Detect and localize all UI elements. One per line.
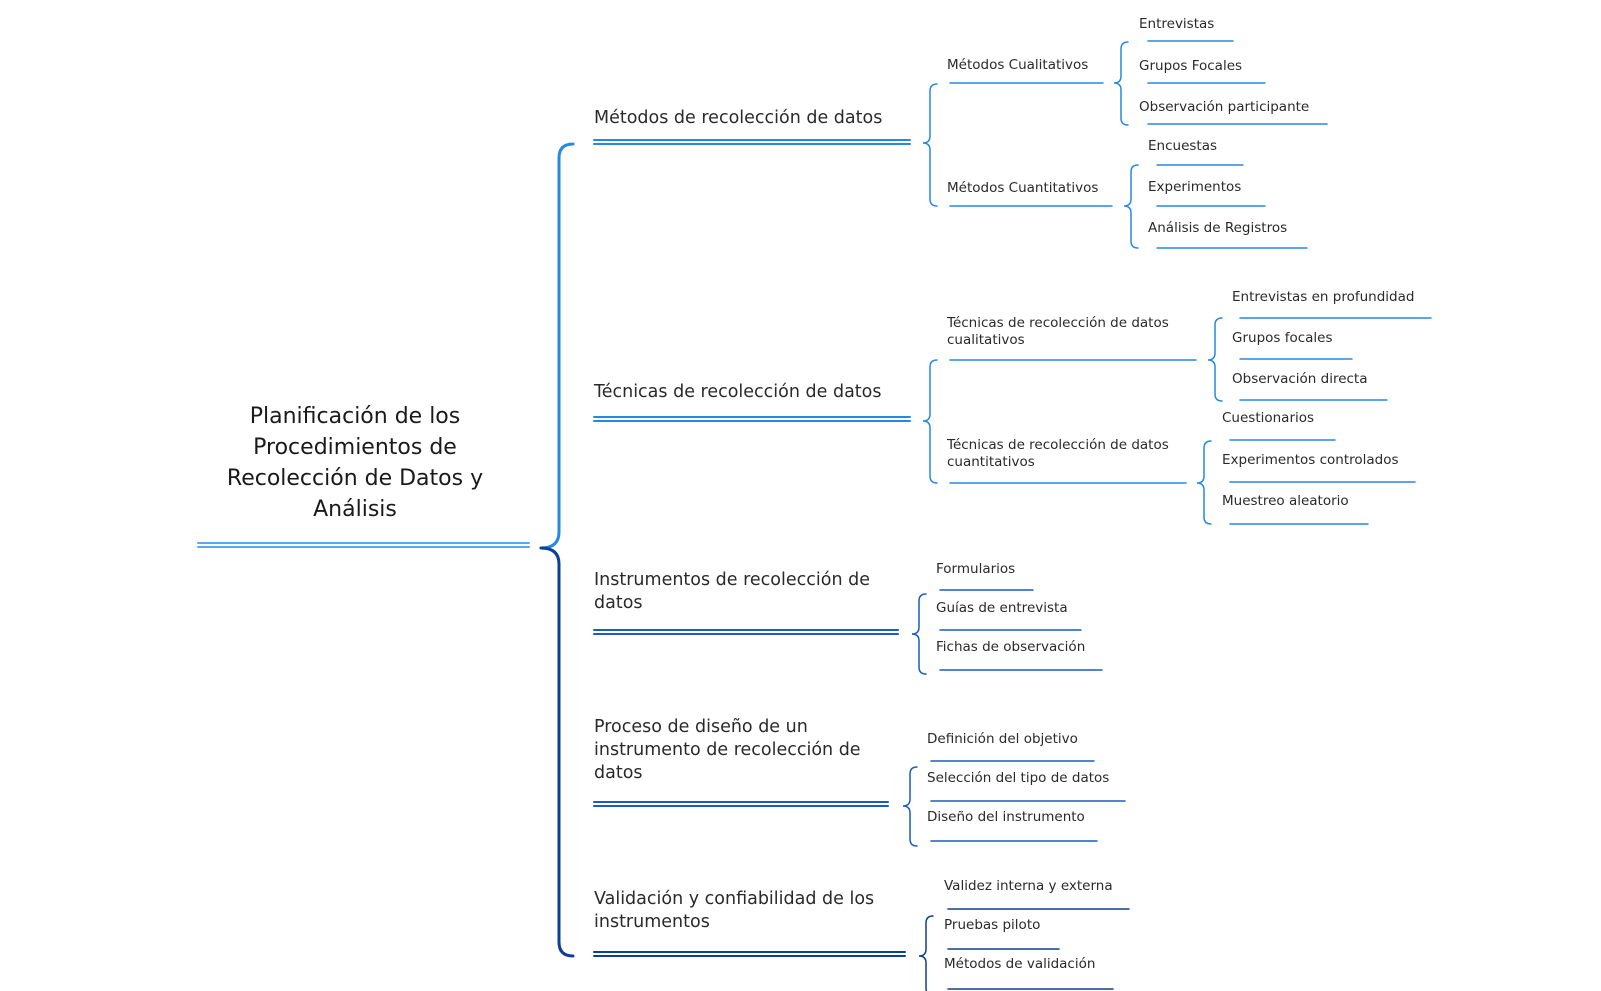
leaf-entrevistas-profundidad[interactable]: Entrevistas en profundidad bbox=[1232, 289, 1415, 305]
leaf-grupos-focales[interactable]: Grupos Focales bbox=[1139, 58, 1243, 74]
leaf-diseno-instrumento[interactable]: Diseño del instrumento bbox=[927, 809, 1085, 825]
brace-tecnicas-cualitativos bbox=[1208, 318, 1222, 401]
leaf-grupos-focales-tecnicas[interactable]: Grupos focales bbox=[1232, 330, 1333, 346]
main-brace-lower bbox=[541, 548, 573, 956]
brace-validacion bbox=[919, 916, 933, 991]
leaf-encuestas[interactable]: Encuestas bbox=[1148, 138, 1218, 154]
leaf-seleccion-tipo-datos[interactable]: Selección del tipo de datos bbox=[927, 770, 1110, 786]
leaf-observacion-participante[interactable]: Observación participante bbox=[1139, 99, 1310, 115]
leaf-fichas-observacion[interactable]: Fichas de observación bbox=[936, 639, 1086, 655]
leaf-cuestionarios[interactable]: Cuestionarios bbox=[1222, 410, 1315, 426]
branch-proceso-diseno[interactable]: Proceso de diseño de un instrumento de recolección de datos bbox=[594, 717, 861, 783]
leaf-formularios[interactable]: Formularios bbox=[936, 561, 1016, 577]
brace-metodos bbox=[923, 84, 937, 206]
leaf-entrevistas[interactable]: Entrevistas bbox=[1139, 16, 1215, 32]
brace-cuantitativos bbox=[1124, 165, 1138, 248]
leaf-observacion-directa[interactable]: Observación directa bbox=[1232, 371, 1368, 387]
leaf-experimentos[interactable]: Experimentos bbox=[1148, 179, 1242, 195]
brace-tecnicas bbox=[923, 360, 937, 483]
leaf-metodos-validacion[interactable]: Métodos de validación bbox=[944, 956, 1096, 972]
root-topic[interactable]: Planificación de los Procedimientos de Recolección de Datos y Análisis bbox=[226, 404, 484, 522]
subtopic-metodos-cuantitativos[interactable]: Métodos Cuantitativos bbox=[947, 180, 1099, 196]
branch-instrumentos[interactable]: Instrumentos de recolección de datos bbox=[594, 570, 870, 613]
leaf-guias-entrevista[interactable]: Guías de entrevista bbox=[936, 600, 1068, 616]
leaf-definicion-objetivo[interactable]: Definición del objetivo bbox=[927, 731, 1078, 747]
leaf-muestreo-aleatorio[interactable]: Muestreo aleatorio bbox=[1222, 493, 1349, 509]
branch-validacion[interactable]: Validación y confiabilidad de los instrumentos bbox=[594, 889, 875, 932]
brace-proceso bbox=[903, 767, 917, 846]
main-brace-upper bbox=[541, 144, 573, 548]
branch-tecnicas[interactable]: Técnicas de recolección de datos bbox=[594, 382, 882, 402]
subtopic-tecnicas-cuantitativos[interactable]: Técnicas de recolección de datos cuantitativos bbox=[947, 437, 1169, 470]
branch-metodos[interactable]: Métodos de recolección de datos bbox=[594, 108, 883, 128]
brace-instrumentos bbox=[912, 594, 926, 674]
leaf-validez-interna-externa[interactable]: Validez interna y externa bbox=[944, 878, 1113, 894]
brace-tecnicas-cuantitativos bbox=[1197, 441, 1211, 524]
leaf-experimentos-controlados[interactable]: Experimentos controlados bbox=[1222, 452, 1399, 468]
brace-cualitativos bbox=[1114, 42, 1128, 125]
subtopic-metodos-cualitativos[interactable]: Métodos Cualitativos bbox=[947, 57, 1089, 73]
leaf-pruebas-piloto[interactable]: Pruebas piloto bbox=[944, 917, 1041, 933]
leaf-analisis-registros[interactable]: Análisis de Registros bbox=[1148, 220, 1288, 236]
subtopic-tecnicas-cualitativos[interactable]: Técnicas de recolección de datos cualitativos bbox=[947, 315, 1169, 348]
